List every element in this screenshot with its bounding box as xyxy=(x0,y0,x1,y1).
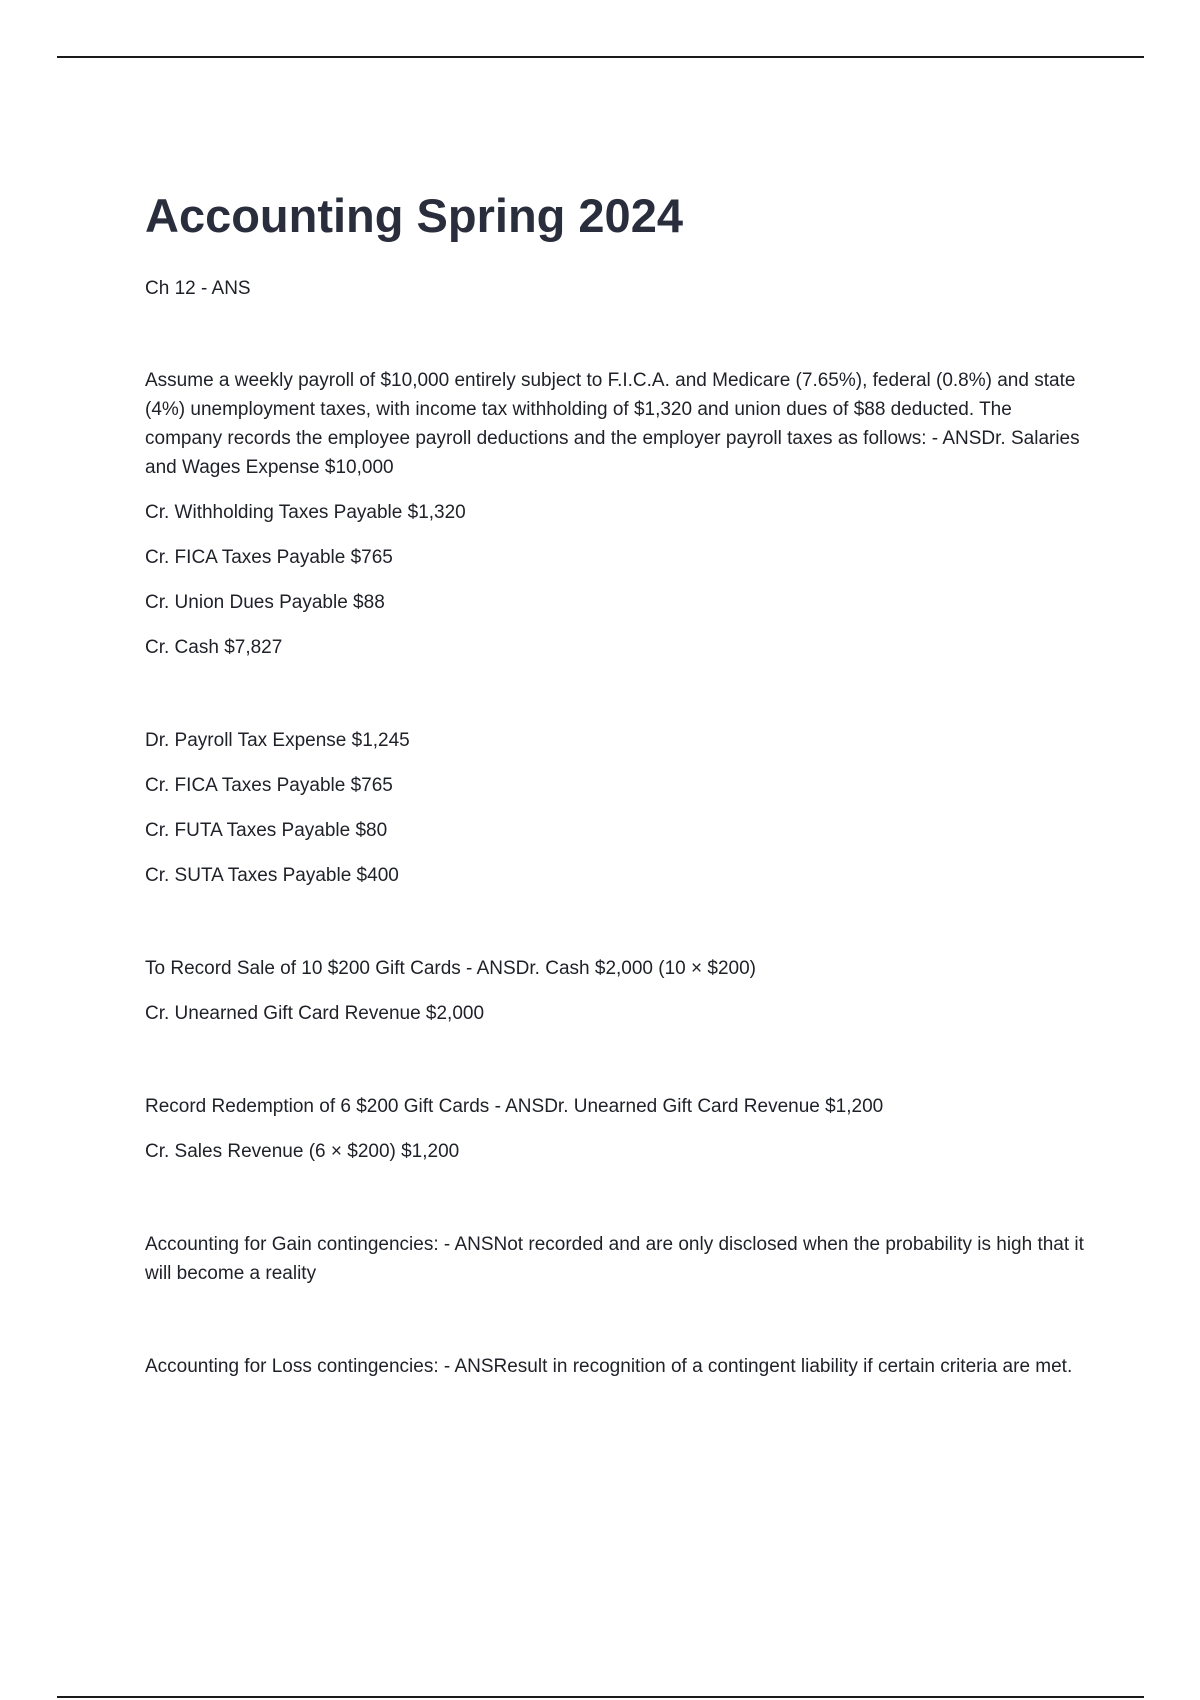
document-title: Accounting Spring 2024 xyxy=(145,189,683,242)
bottom-divider xyxy=(57,1696,1144,1698)
entry-line: Cr. Cash $7,827 xyxy=(145,637,283,658)
entry-line: Cr. Withholding Taxes Payable $1,320 xyxy=(145,502,466,523)
entry-line: Record Redemption of 6 $200 Gift Cards - ANSDr. Unearned Gift Card Revenue $1,200 xyxy=(145,1096,884,1117)
entry-line: To Record Sale of 10 $200 Gift Cards - ANSDr. Cash $2,000 (10 × $200) xyxy=(145,958,756,979)
entry-line: Cr. SUTA Taxes Payable $400 xyxy=(145,865,399,886)
loss-contingency-block xyxy=(145,1352,1090,1381)
gain-contingency-text: Accounting for Gain contingencies: - ANSNot recorded and are only disclosed when the probability is high that it will become a reality xyxy=(145,1234,1084,1284)
entry-line: Cr. FUTA Taxes Payable $80 xyxy=(145,820,388,841)
payroll-question: Assume a weekly payroll of $10,000 entirely subject to F.I.C.A. and Medicare (7.65%), federal (0.8%) and state (4%) unemployment taxes, with income tax withholding of $1,320 and union dues of $88 deducted. The company records the employee payroll deductions and the employer payroll taxes as follows: - ANSDr. Salaries and Wages Expense $10,000 xyxy=(145,370,1080,478)
top-divider xyxy=(57,56,1144,58)
entry-line: Cr. FICA Taxes Payable $765 xyxy=(145,547,393,568)
document-body xyxy=(145,188,1090,1397)
entry-line: Cr. Sales Revenue (6 × $200) $1,200 xyxy=(145,1141,460,1162)
payroll-entry-block xyxy=(145,366,1090,662)
entry-line: Cr. FICA Taxes Payable $765 xyxy=(145,775,393,796)
chapter-label: Ch 12 - ANS xyxy=(145,278,251,299)
entry-line: Cr. Unearned Gift Card Revenue $2,000 xyxy=(145,1003,485,1024)
entry-line: Dr. Payroll Tax Expense $1,245 xyxy=(145,730,410,751)
loss-contingency-text: Accounting for Loss contingencies: - ANSResult in recognition of a contingent liability if certain criteria are met. xyxy=(145,1356,1073,1377)
gain-contingency-block xyxy=(145,1230,1090,1288)
gift-card-redemption-block xyxy=(145,1092,1090,1166)
entry-line: Cr. Union Dues Payable $88 xyxy=(145,592,385,613)
gift-card-sale-block xyxy=(145,954,1090,1028)
payroll-tax-block xyxy=(145,726,1090,890)
